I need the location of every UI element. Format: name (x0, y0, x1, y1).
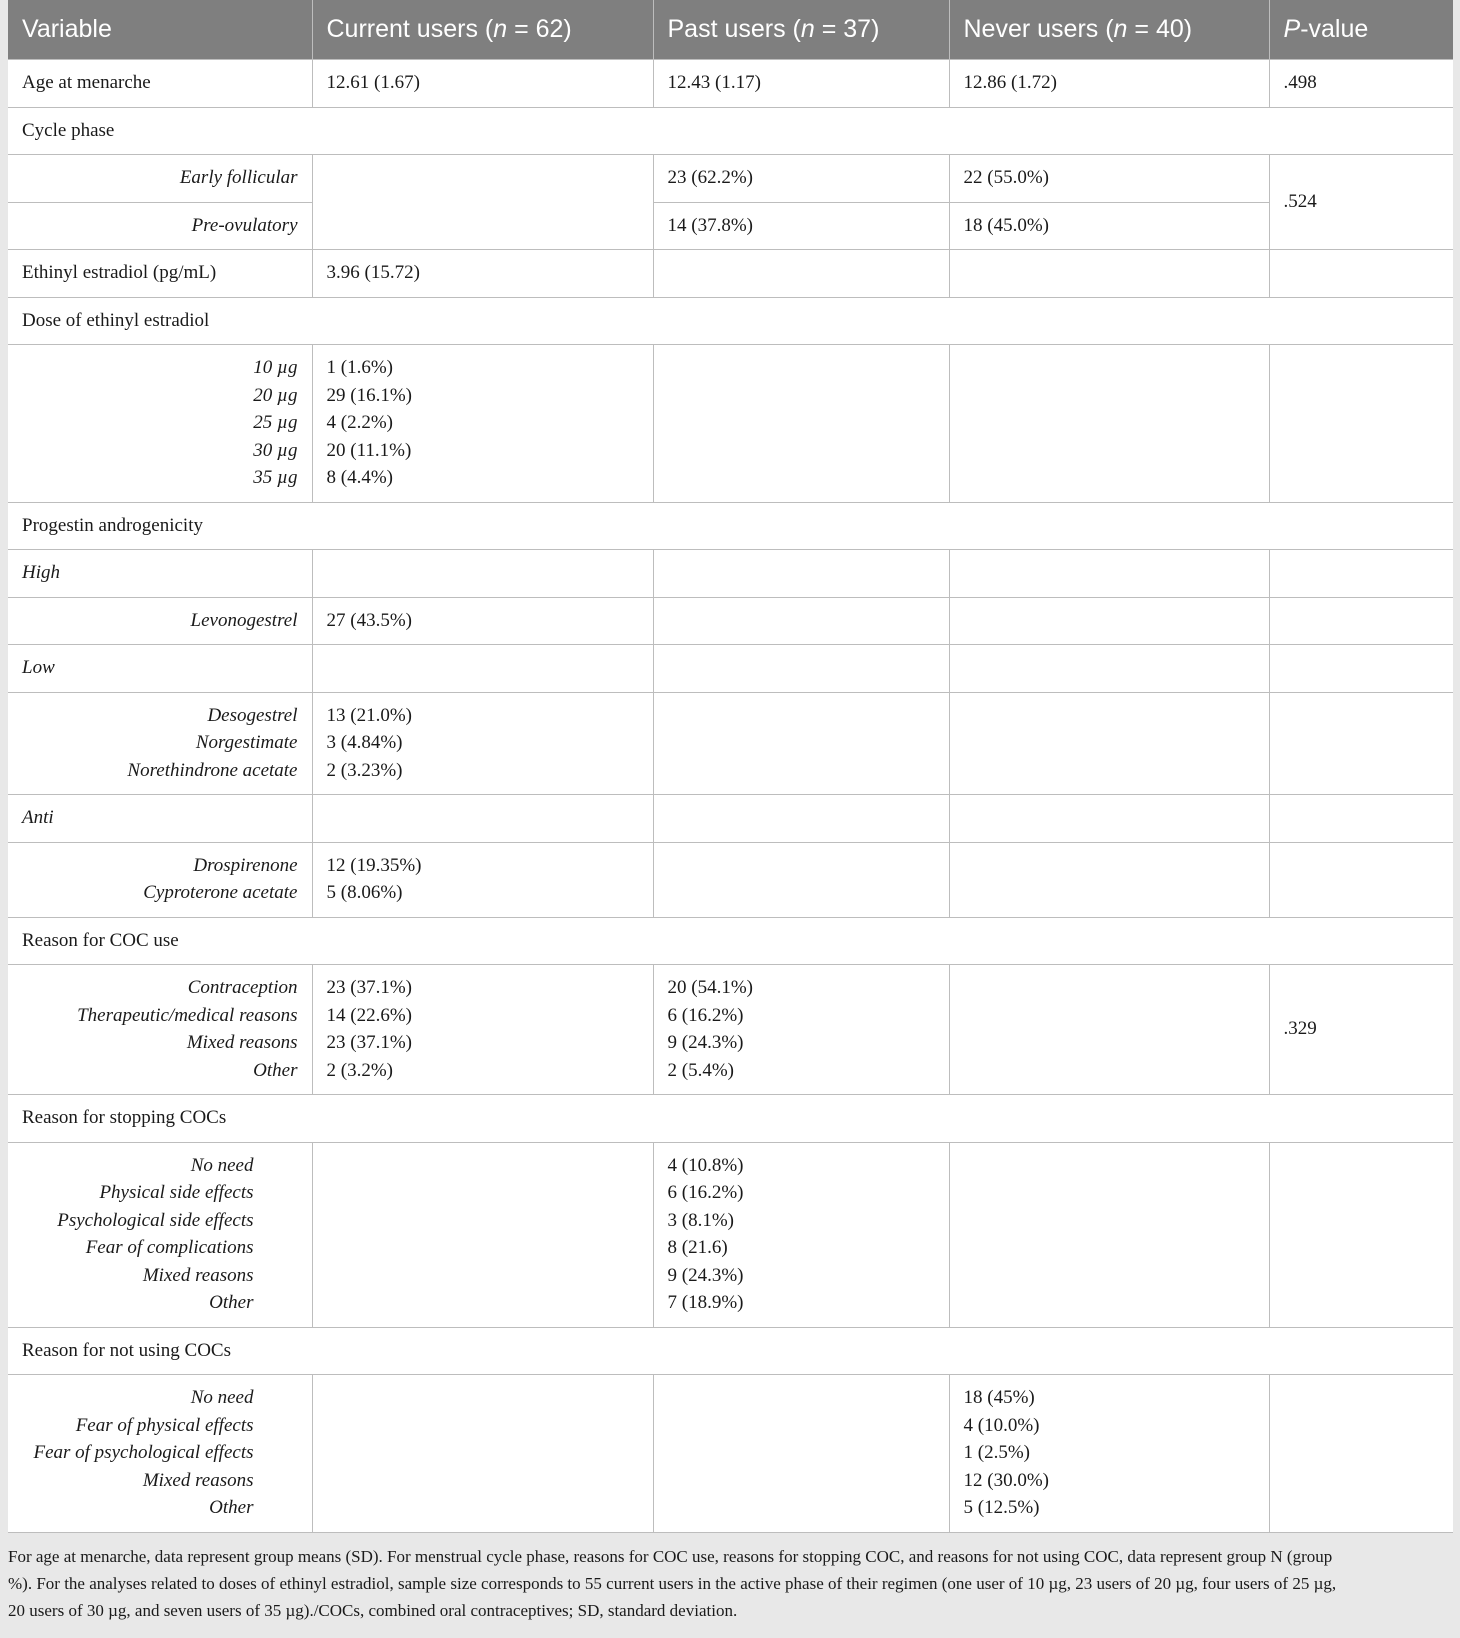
cell-never: 12.86 (1.72) (949, 60, 1269, 108)
cell-p-value (1269, 597, 1453, 645)
section-label: Cycle phase (8, 107, 1453, 155)
cell-never (949, 1142, 1269, 1327)
cell-line: Physical side effects (99, 1182, 254, 1203)
cell-line: 35 µg (253, 467, 298, 488)
section-row (8, 1327, 1453, 1375)
row-label-list (8, 692, 312, 795)
cell-never (949, 965, 1269, 1095)
cell-p-value (1269, 842, 1453, 917)
table-footnote (8, 1533, 1453, 1624)
cell-past (653, 1375, 949, 1533)
cell-line: 2 (3.2%) (326, 1059, 393, 1081)
cell-line: 23 (37.1%) (326, 977, 412, 998)
cell-line: Levonogestrel (190, 609, 298, 631)
cell-line: For age at menarche, data represent group means (SD). For menstrual cycle phase, reasons for COC use, reasons for stopping COC, and reasons for not using COC, data represent group N (group (8, 1546, 1333, 1566)
cell-never (949, 645, 1269, 693)
section-label: Dose of ethinyl estradiol (8, 297, 1453, 345)
cell-line: 23 (37.1%) (326, 1032, 412, 1053)
header-p-value: P-value (1269, 0, 1453, 60)
cell-p-value (1269, 1375, 1453, 1533)
cell-current (312, 692, 653, 795)
cell-current (312, 645, 653, 693)
cell-line: 6 (16.2%) (667, 1004, 744, 1026)
cell-current (312, 795, 653, 843)
cell-line: 14 (22.6%) (326, 1004, 412, 1026)
data-table (8, 0, 1453, 1533)
cell-past (653, 250, 949, 298)
cell-p-value (1269, 550, 1453, 598)
row-label: High (8, 550, 312, 598)
cell-past (653, 550, 949, 598)
cell-line: 29 (16.1%) (326, 384, 412, 406)
cell-line: Fear of psychological effects (33, 1442, 254, 1463)
cell-line: 1 (2.5%) (963, 1442, 1030, 1463)
cell-never (949, 250, 1269, 298)
table-container (8, 0, 1453, 1624)
cell-current (312, 550, 653, 598)
row-label: Anti (8, 795, 312, 843)
cell-p-value (1269, 250, 1453, 298)
table-row (8, 1142, 1453, 1327)
cell-never (949, 550, 1269, 598)
table-row (8, 965, 1453, 1095)
cell-line: Norethindrone acetate (127, 759, 298, 781)
cell-never (949, 345, 1269, 503)
header-row (8, 0, 1453, 60)
cell-line: No need (190, 1387, 254, 1408)
cell-line: 27 (43.5%) (326, 609, 412, 631)
cell-line: 30 µg (253, 439, 298, 461)
cell-current (312, 1142, 653, 1327)
cell-line: Psychological side effects (57, 1209, 254, 1231)
cell-p-value: .329 (1269, 965, 1453, 1095)
section-row (8, 107, 1453, 155)
cell-past (653, 692, 949, 795)
cell-line: Therapeutic/medical reasons (77, 1004, 298, 1026)
header-current-users: Current users (n = 62) (312, 0, 653, 60)
cell-line: 20 µg (253, 384, 298, 406)
header-past-users: Past users (n = 37) (653, 0, 949, 60)
cell-line: Mixed reasons (142, 1264, 254, 1286)
cell-current (312, 965, 653, 1095)
row-label-list (8, 965, 312, 1095)
cell-line: 3 (4.84%) (326, 732, 403, 753)
table-row (8, 250, 1453, 298)
cell-line: Drospirenone (193, 854, 298, 876)
cell-line: 25 µg (253, 412, 298, 433)
row-label-list (8, 1375, 312, 1533)
cell-line: 8 (4.4%) (326, 467, 393, 488)
cell-line: Cyproterone acetate (143, 882, 298, 903)
table-row (8, 842, 1453, 917)
table-row (8, 795, 1453, 843)
table-row (8, 550, 1453, 598)
cell-past (653, 965, 949, 1095)
row-label-list (8, 597, 312, 645)
section-label: Reason for stopping COCs (8, 1095, 1453, 1143)
cell-current (312, 155, 653, 250)
row-label: Low (8, 645, 312, 693)
cell-line: 20 users of 30 µg, and seven users of 35 µg)./COCs, combined oral contraceptives; SD, standard deviation. (8, 1600, 738, 1620)
cell-line: Other (209, 1292, 254, 1313)
cell-line: 4 (10.0%) (963, 1414, 1040, 1436)
cell-past (653, 795, 949, 843)
cell-never (949, 842, 1269, 917)
cell-current (312, 842, 653, 917)
section-row (8, 1095, 1453, 1143)
table-row (8, 202, 1453, 250)
row-label-list (8, 345, 312, 503)
cell-line: 12 (19.35%) (326, 854, 422, 876)
row-label-list (8, 1142, 312, 1327)
cell-never (949, 597, 1269, 645)
cell-line: 7 (18.9%) (667, 1292, 744, 1313)
cell-line: 2 (3.23%) (326, 759, 403, 781)
row-label: Early follicular (8, 155, 312, 203)
cell-p-value: .524 (1269, 155, 1453, 250)
table-row (8, 597, 1453, 645)
cell-past (653, 597, 949, 645)
cell-line: Other (209, 1497, 254, 1518)
cell-p-value (1269, 645, 1453, 693)
cell-current (312, 597, 653, 645)
cell-current: 12.61 (1.67) (312, 60, 653, 108)
cell-never: 22 (55.0%) (949, 155, 1269, 203)
cell-past: 14 (37.8%) (653, 202, 949, 250)
cell-line: 10 µg (253, 357, 298, 378)
table-row (8, 645, 1453, 693)
cell-line: 9 (24.3%) (667, 1032, 744, 1053)
section-label: Reason for COC use (8, 917, 1453, 965)
table-row (8, 1375, 1453, 1533)
cell-line: Fear of physical effects (75, 1414, 254, 1436)
cell-past (653, 1142, 949, 1327)
cell-p-value: .498 (1269, 60, 1453, 108)
cell-past: 12.43 (1.17) (653, 60, 949, 108)
cell-never (949, 692, 1269, 795)
cell-current (312, 345, 653, 503)
section-row (8, 297, 1453, 345)
cell-never (949, 795, 1269, 843)
cell-line: 1 (1.6%) (326, 357, 393, 378)
cell-past (653, 645, 949, 693)
section-row (8, 502, 1453, 550)
cell-line: 18 (45%) (963, 1387, 1035, 1408)
cell-line: 20 (54.1%) (667, 977, 753, 998)
cell-p-value (1269, 692, 1453, 795)
cell-p-value (1269, 345, 1453, 503)
section-label: Progestin androgenicity (8, 502, 1453, 550)
section-row (8, 917, 1453, 965)
table-row (8, 692, 1453, 795)
cell-line: 8 (21.6) (667, 1237, 728, 1258)
cell-line: Mixed reasons (142, 1469, 254, 1491)
cell-line: Desogestrel (207, 704, 298, 726)
cell-current: 3.96 (15.72) (312, 250, 653, 298)
cell-line: Other (253, 1059, 298, 1081)
cell-line: 3 (8.1%) (667, 1209, 734, 1231)
cell-line: Fear of complications (85, 1237, 254, 1258)
cell-line: 5 (8.06%) (326, 882, 403, 903)
cell-past: 23 (62.2%) (653, 155, 949, 203)
cell-p-value (1269, 795, 1453, 843)
row-label-list (8, 842, 312, 917)
cell-line: Mixed reasons (186, 1032, 298, 1053)
cell-line: %). For the analyses related to doses of ethinyl estradiol, sample size corresponds to 55 current users in the active phase of their regimen (one user of 10 µg, 23 users of 20 µg, four users of 25 µg, (8, 1573, 1337, 1593)
table-row (8, 60, 1453, 108)
cell-line: 13 (21.0%) (326, 704, 412, 726)
cell-p-value (1269, 1142, 1453, 1327)
cell-line: 2 (5.4%) (667, 1059, 734, 1081)
cell-line: 20 (11.1%) (326, 439, 412, 461)
row-label: Age at menarche (8, 60, 312, 108)
cell-never (949, 1375, 1269, 1533)
row-label: Pre-ovulatory (8, 202, 312, 250)
cell-past (653, 345, 949, 503)
cell-line: 12 (30.0%) (963, 1469, 1049, 1491)
cell-line: 4 (2.2%) (326, 412, 393, 433)
cell-line: Contraception (187, 977, 298, 998)
cell-line: 5 (12.5%) (963, 1497, 1040, 1518)
cell-line: No need (190, 1154, 254, 1176)
cell-never: 18 (45.0%) (949, 202, 1269, 250)
row-label: Ethinyl estradiol (pg/mL) (8, 250, 312, 298)
cell-line: Norgestimate (195, 732, 298, 753)
cell-line: 9 (24.3%) (667, 1264, 744, 1286)
section-label: Reason for not using COCs (8, 1327, 1453, 1375)
header-never-users: Never users (n = 40) (949, 0, 1269, 60)
table-row (8, 345, 1453, 503)
cell-line: 6 (16.2%) (667, 1182, 744, 1203)
cell-past (653, 842, 949, 917)
table-row (8, 155, 1453, 203)
cell-line: 4 (10.8%) (667, 1154, 744, 1176)
header-variable: Variable (8, 0, 312, 60)
cell-current (312, 1375, 653, 1533)
